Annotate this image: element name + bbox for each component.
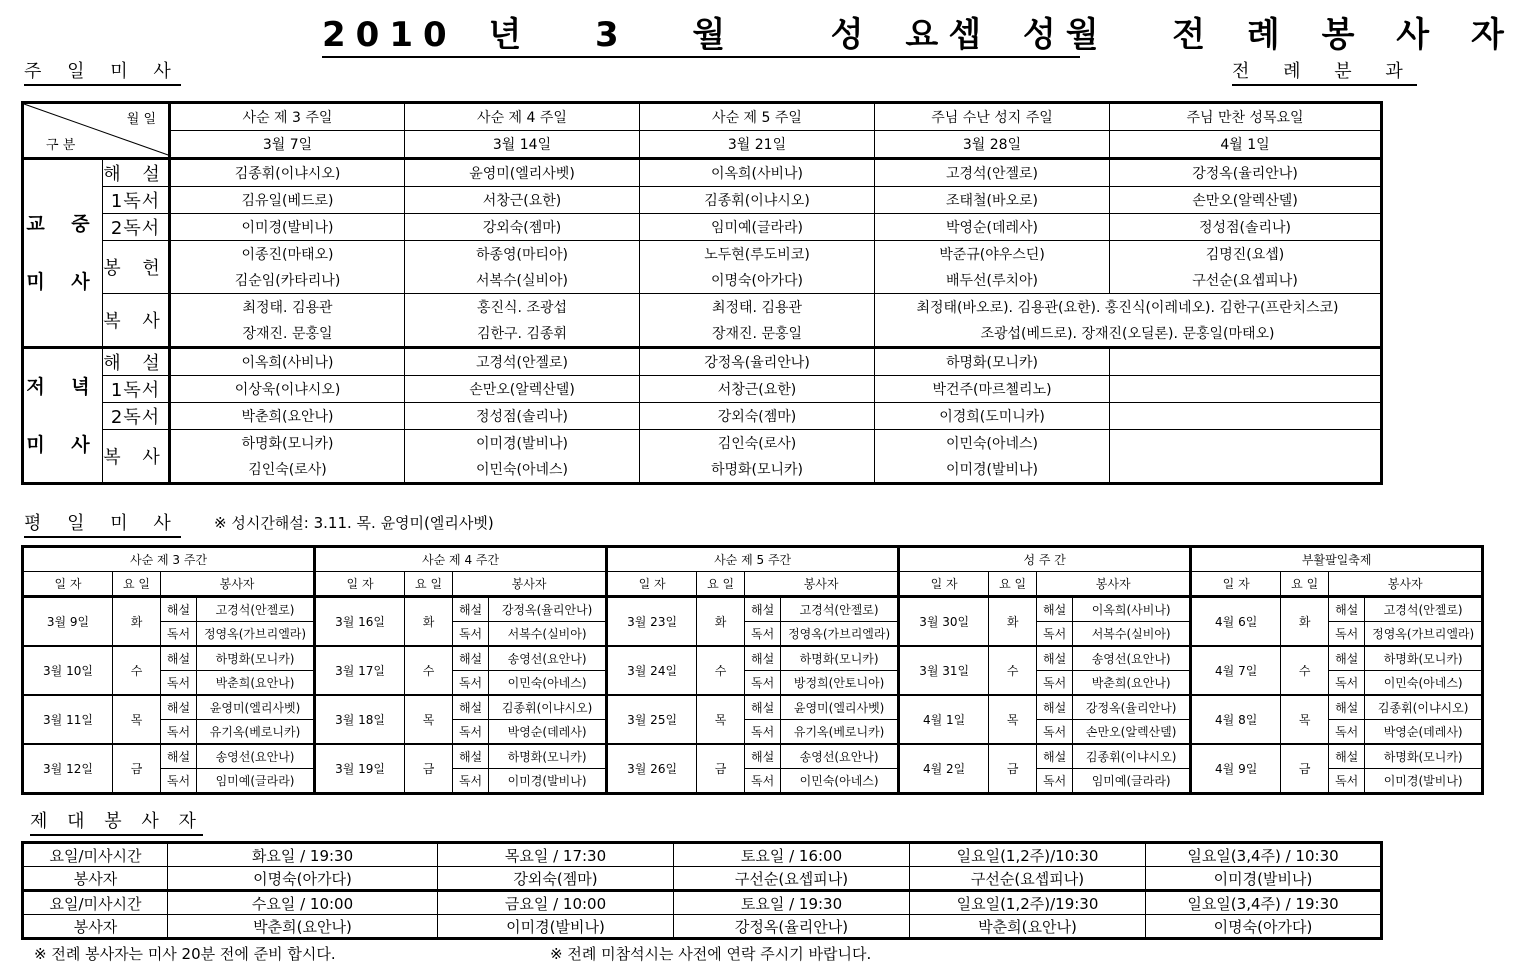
cell: 정성점(솔리나) [405, 403, 640, 430]
group-label: 교 중 [26, 213, 100, 235]
role-commentary: 해설 [453, 597, 489, 622]
row-label: 봉 헌 [103, 241, 170, 294]
role-reading: 독서 [161, 720, 197, 745]
commentary-server: 고경석(안젤로) [781, 597, 899, 622]
cell: 강정옥(율리안나) [1110, 159, 1382, 187]
role-commentary: 해설 [161, 695, 197, 720]
column-date: 3월 7일 [170, 131, 405, 159]
commentary-server: 강정옥(율리안나) [1073, 695, 1191, 720]
role-reading: 독서 [1329, 671, 1365, 696]
column-week: 사순 제 5 주일 [640, 103, 875, 131]
cell: 윤영미(엘리사벳) [405, 159, 640, 187]
day-date: 3월 31일 [899, 646, 989, 695]
cell: 박춘희(요안나) [910, 915, 1146, 939]
row-label: 1독서 [103, 187, 170, 214]
cell: 서창근(요한) [640, 376, 875, 403]
cell: 이명숙(아가다) [168, 867, 438, 891]
commentary-server: 하명화(모니카) [1365, 646, 1483, 671]
department-label: 전 례 분 과 [1232, 60, 1417, 86]
role-reading: 독서 [745, 671, 781, 696]
row-label: 봉사자 [23, 867, 168, 891]
day-weekday: 금 [113, 744, 161, 794]
day-weekday: 목 [113, 695, 161, 744]
cell: 강정옥(율리안나) [674, 915, 910, 939]
role-reading: 독서 [161, 769, 197, 794]
reading-server: 이민숙(아네스) [781, 769, 899, 794]
day-weekday: 화 [989, 597, 1037, 647]
subheader-day: 요 일 [1281, 572, 1329, 597]
role-reading: 독서 [1329, 769, 1365, 794]
day-date: 4월 2일 [899, 744, 989, 794]
cell: 강외숙(젬마) [438, 867, 674, 891]
role-commentary: 해설 [745, 646, 781, 671]
cell: 서복수(실비아) [405, 267, 640, 294]
day-weekday: 화 [1281, 597, 1329, 647]
day-date: 3월 30일 [899, 597, 989, 647]
corner-header [23, 103, 170, 159]
role-reading: 독서 [1329, 720, 1365, 745]
week-header: 성 주 간 [899, 547, 1191, 572]
role-commentary: 해설 [745, 597, 781, 622]
commentary-server: 김종휘(이냐시오) [1073, 744, 1191, 769]
row-label: 2독서 [103, 403, 170, 430]
cell: 서창근(요한) [405, 187, 640, 214]
commentary-server: 윤영미(엘리사벳) [781, 695, 899, 720]
commentary-server: 송영선(요안나) [1073, 646, 1191, 671]
subheader-day: 요 일 [697, 572, 745, 597]
cell: 금요일 / 10:00 [438, 891, 674, 915]
cell: 김유일(베드로) [170, 187, 405, 214]
subheader-date: 일 자 [899, 572, 989, 597]
main-mass-group [23, 159, 103, 348]
day-weekday: 금 [405, 744, 453, 794]
role-commentary: 해설 [1037, 744, 1073, 769]
cell: 김인숙(로사) [640, 430, 875, 457]
week-header: 사순 제 5 주간 [607, 547, 899, 572]
cell: 일요일(1,2주)/10:30 [910, 843, 1146, 867]
week-header: 사순 제 3 주간 [23, 547, 315, 572]
cell: 이옥희(사비나) [640, 159, 875, 187]
day-date: 3월 23일 [607, 597, 697, 647]
reading-server: 정영옥(가브리엘라) [197, 622, 315, 647]
cell: 구선순(요셉피나) [674, 867, 910, 891]
commentary-server: 강정옥(율리안나) [489, 597, 607, 622]
sunday-mass-heading: 주 일 미 사 [24, 60, 181, 86]
row-label: 복 사 [103, 430, 170, 484]
cell: 구선순(요셉피나) [1110, 267, 1382, 294]
cell: 최정태. 김용관 [640, 294, 875, 321]
cell: 김한구. 김종휘 [405, 320, 640, 348]
role-reading: 독서 [1037, 622, 1073, 647]
role-commentary: 해설 [453, 744, 489, 769]
reading-server: 이민숙(아네스) [489, 671, 607, 696]
weekday-mass-table [21, 545, 1484, 795]
day-date: 3월 11일 [23, 695, 113, 744]
day-date: 3월 19일 [315, 744, 405, 794]
day-weekday: 금 [1281, 744, 1329, 794]
role-reading: 독서 [1037, 769, 1073, 794]
cell: 고경석(안젤로) [875, 159, 1110, 187]
day-date: 3월 17일 [315, 646, 405, 695]
commentary-server: 고경석(안젤로) [1365, 597, 1483, 622]
sunday-mass-table [21, 101, 1383, 485]
cell: 정성점(솔리나) [1110, 214, 1382, 241]
subheader-server: 봉사자 [1037, 572, 1191, 597]
commentary-server: 김종휘(이냐시오) [1365, 695, 1483, 720]
cell: 이민숙(아네스) [875, 430, 1110, 457]
subheader-server: 봉사자 [161, 572, 315, 597]
cell: 토요일 / 16:00 [674, 843, 910, 867]
column-week: 주님 만찬 성목요일 [1110, 103, 1382, 131]
cell: 토요일 / 19:30 [674, 891, 910, 915]
group-label: 저 녁 [26, 375, 100, 398]
cell: 강외숙(젬마) [640, 403, 875, 430]
cell: 이미경(발비나) [1146, 867, 1382, 891]
commentary-server: 하명화(모니카) [489, 744, 607, 769]
day-weekday: 화 [697, 597, 745, 647]
reading-server: 임미예(글라라) [197, 769, 315, 794]
reading-server: 서복수(실비아) [489, 622, 607, 647]
reading-server: 손만오(알렉산델) [1073, 720, 1191, 745]
cell: 이민숙(아네스) [405, 456, 640, 484]
subheader-server: 봉사자 [745, 572, 899, 597]
role-reading: 독서 [1329, 622, 1365, 647]
cell [1110, 430, 1382, 457]
cell: 목요일 / 17:30 [438, 843, 674, 867]
day-weekday: 금 [697, 744, 745, 794]
commentary-server: 하명화(모니카) [781, 646, 899, 671]
cell: 하명화(모니카) [875, 348, 1110, 376]
cell: 이경희(도미니카) [875, 403, 1110, 430]
role-commentary: 해설 [453, 646, 489, 671]
cell: 박건주(마르첼리노) [875, 376, 1110, 403]
cell: 이명숙(아가다) [640, 267, 875, 294]
group-label: 미 사 [26, 271, 100, 293]
reading-server: 박춘희(요안나) [1073, 671, 1191, 696]
corner-date-label: 월 일 [126, 112, 156, 127]
row-label: 2독서 [103, 214, 170, 241]
day-weekday: 화 [113, 597, 161, 647]
subheader-server: 봉사자 [1329, 572, 1483, 597]
cell: 하종영(마티아) [405, 241, 640, 268]
footer-note-prepare: ※ 전례 봉사자는 미사 20분 전에 준비 합시다. [34, 945, 336, 963]
commentary-server: 윤영미(엘리사벳) [197, 695, 315, 720]
column-week: 주님 수난 성지 주일 [875, 103, 1110, 131]
column-week: 사순 제 4 주일 [405, 103, 640, 131]
cell: 임미예(글라라) [640, 214, 875, 241]
day-date: 4월 8일 [1191, 695, 1281, 744]
cell [1110, 403, 1382, 430]
row-label: 봉사자 [23, 915, 168, 939]
role-reading: 독서 [745, 769, 781, 794]
column-date: 3월 28일 [875, 131, 1110, 159]
subheader-day: 요 일 [405, 572, 453, 597]
day-date: 3월 12일 [23, 744, 113, 794]
role-commentary: 해설 [745, 695, 781, 720]
reading-server: 방정희(안토니아) [781, 671, 899, 696]
cell: 이미경(발비나) [405, 430, 640, 457]
cell: 박영순(데레사) [875, 214, 1110, 241]
footer-note-absence: ※ 전례 미참석시는 사전에 연락 주시기 바랍니다. [550, 945, 872, 963]
subheader-date: 일 자 [1191, 572, 1281, 597]
weekday-mass-heading: 평 일 미 사 [24, 512, 181, 538]
role-commentary: 해설 [1037, 695, 1073, 720]
day-date: 3월 16일 [315, 597, 405, 647]
cell-merged: 최정태(바오로). 김용관(요한). 홍진식(이레네오). 김한구(프란치스코) [875, 294, 1382, 321]
reading-server: 이미경(발비나) [1365, 769, 1483, 794]
role-commentary: 해설 [1329, 744, 1365, 769]
role-commentary: 해설 [1329, 597, 1365, 622]
altar-servers-heading: 제 대 봉 사 자 [30, 810, 203, 836]
day-date: 3월 25일 [607, 695, 697, 744]
corner-category-label: 구 분 [46, 138, 76, 153]
cell: 김인숙(로사) [170, 456, 405, 484]
day-date: 4월 9일 [1191, 744, 1281, 794]
cell-merged: 조광섭(베드로). 장재진(오딜론). 문홍일(마태오) [875, 320, 1382, 348]
subheader-server: 봉사자 [453, 572, 607, 597]
cell: 박춘희(요안나) [170, 403, 405, 430]
day-weekday: 수 [1281, 646, 1329, 695]
cell: 홍진식. 조광섭 [405, 294, 640, 321]
commentary-server: 송영선(요안나) [489, 646, 607, 671]
role-reading: 독서 [453, 671, 489, 696]
day-weekday: 수 [405, 646, 453, 695]
column-date: 4월 1일 [1110, 131, 1382, 159]
group-label: 미 사 [26, 433, 100, 456]
cell: 배두선(루치아) [875, 267, 1110, 294]
day-date: 3월 18일 [315, 695, 405, 744]
reading-server: 유기옥(베로니카) [781, 720, 899, 745]
cell: 김명진(요셉) [1110, 241, 1382, 268]
cell: 김종휘(이냐시오) [170, 159, 405, 187]
cell: 김종휘(이냐시오) [640, 187, 875, 214]
role-reading: 독서 [161, 671, 197, 696]
cell: 강정옥(율리안나) [640, 348, 875, 376]
cell: 일요일(3,4주) / 10:30 [1146, 843, 1382, 867]
reading-server: 박춘희(요안나) [197, 671, 315, 696]
cell: 박준규(야우스딘) [875, 241, 1110, 268]
page-title: 2010 년 3 월 성 요셉 성월 전 례 봉 사 자 [322, 14, 1080, 58]
cell: 노두현(루도비코) [640, 241, 875, 268]
column-week: 사순 제 3 주일 [170, 103, 405, 131]
cell: 구선순(요셉피나) [910, 867, 1146, 891]
role-commentary: 해설 [161, 744, 197, 769]
cell: 이미경(발비나) [170, 214, 405, 241]
role-commentary: 해설 [1037, 646, 1073, 671]
cell [1110, 376, 1382, 403]
role-reading: 독서 [453, 720, 489, 745]
reading-server: 임미예(글라라) [1073, 769, 1191, 794]
row-label: 복 사 [103, 294, 170, 348]
role-reading: 독서 [453, 769, 489, 794]
cell: 장재진. 문홍일 [170, 320, 405, 348]
cell: 강외숙(젬마) [405, 214, 640, 241]
reading-server: 유기옥(베로니카) [197, 720, 315, 745]
day-date: 3월 26일 [607, 744, 697, 794]
subheader-date: 일 자 [23, 572, 113, 597]
cell: 이상욱(이냐시오) [170, 376, 405, 403]
role-commentary: 해설 [1037, 597, 1073, 622]
cell: 하명화(모니카) [170, 430, 405, 457]
commentary-server: 하명화(모니카) [197, 646, 315, 671]
role-commentary: 해설 [745, 744, 781, 769]
role-reading: 독서 [161, 622, 197, 647]
day-weekday: 목 [697, 695, 745, 744]
commentary-server: 김종휘(이냐시오) [489, 695, 607, 720]
cell: 이명숙(아가다) [1146, 915, 1382, 939]
subheader-date: 일 자 [607, 572, 697, 597]
evening-mass-group [23, 348, 103, 484]
day-date: 4월 7일 [1191, 646, 1281, 695]
column-date: 3월 14일 [405, 131, 640, 159]
column-date: 3월 21일 [640, 131, 875, 159]
cell: 박춘희(요안나) [168, 915, 438, 939]
day-date: 3월 10일 [23, 646, 113, 695]
role-reading: 독서 [453, 622, 489, 647]
reading-server: 박영순(데레사) [1365, 720, 1483, 745]
commentary-server: 송영선(요안나) [781, 744, 899, 769]
role-reading: 독서 [745, 622, 781, 647]
altar-servers-table [21, 841, 1383, 940]
commentary-server: 고경석(안젤로) [197, 597, 315, 622]
cell: 김순임(카타리나) [170, 267, 405, 294]
cell: 장재진. 문홍일 [640, 320, 875, 348]
cell: 이미경(발비나) [438, 915, 674, 939]
cell: 손만오(알렉산델) [405, 376, 640, 403]
cell: 이종진(마태오) [170, 241, 405, 268]
role-commentary: 해설 [453, 695, 489, 720]
role-reading: 독서 [745, 720, 781, 745]
cell: 최정태. 김용관 [170, 294, 405, 321]
role-reading: 독서 [1037, 720, 1073, 745]
day-weekday: 목 [405, 695, 453, 744]
reading-server: 이민숙(아네스) [1365, 671, 1483, 696]
row-label: 요일/미사시간 [23, 891, 168, 915]
cell: 일요일(3,4주) / 19:30 [1146, 891, 1382, 915]
role-commentary: 해설 [1329, 695, 1365, 720]
row-label: 요일/미사시간 [23, 843, 168, 867]
role-commentary: 해설 [161, 646, 197, 671]
day-weekday: 수 [697, 646, 745, 695]
day-date: 4월 1일 [899, 695, 989, 744]
cell [1110, 456, 1382, 484]
cell: 이옥희(사비나) [170, 348, 405, 376]
week-header: 사순 제 4 주간 [315, 547, 607, 572]
subheader-day: 요 일 [113, 572, 161, 597]
cell: 조태철(바오로) [875, 187, 1110, 214]
row-label: 해 설 [103, 159, 170, 187]
cell: 고경석(안젤로) [405, 348, 640, 376]
commentary-server: 하명화(모니카) [1365, 744, 1483, 769]
reading-server: 박영순(데레사) [489, 720, 607, 745]
cell: 화요일 / 19:30 [168, 843, 438, 867]
day-date: 3월 24일 [607, 646, 697, 695]
day-weekday: 화 [405, 597, 453, 647]
role-commentary: 해설 [161, 597, 197, 622]
cell: 손만오(알렉산델) [1110, 187, 1382, 214]
subheader-day: 요 일 [989, 572, 1037, 597]
role-reading: 독서 [1037, 671, 1073, 696]
commentary-server: 이옥희(사비나) [1073, 597, 1191, 622]
reading-server: 정영옥(가브리엘라) [781, 622, 899, 647]
day-date: 3월 9일 [23, 597, 113, 647]
row-label: 해 설 [103, 348, 170, 376]
cell [1110, 348, 1382, 376]
day-weekday: 목 [989, 695, 1037, 744]
reading-server: 서복수(실비아) [1073, 622, 1191, 647]
reading-server: 정영옥(가브리엘라) [1365, 622, 1483, 647]
week-header: 부활팔일축제 [1191, 547, 1483, 572]
reading-server: 이미경(발비나) [489, 769, 607, 794]
day-weekday: 수 [113, 646, 161, 695]
day-weekday: 금 [989, 744, 1037, 794]
day-weekday: 목 [1281, 695, 1329, 744]
day-weekday: 수 [989, 646, 1037, 695]
cell: 이미경(발비나) [875, 456, 1110, 484]
cell: 하명화(모니카) [640, 456, 875, 484]
holy-hour-note: ※ 성시간해설: 3.11. 목. 윤영미(엘리사벳) [214, 514, 494, 532]
role-commentary: 해설 [1329, 646, 1365, 671]
day-date: 4월 6일 [1191, 597, 1281, 647]
subheader-date: 일 자 [315, 572, 405, 597]
cell: 수요일 / 10:00 [168, 891, 438, 915]
row-label: 1독서 [103, 376, 170, 403]
commentary-server: 송영선(요안나) [197, 744, 315, 769]
cell: 일요일(1,2주)/19:30 [910, 891, 1146, 915]
